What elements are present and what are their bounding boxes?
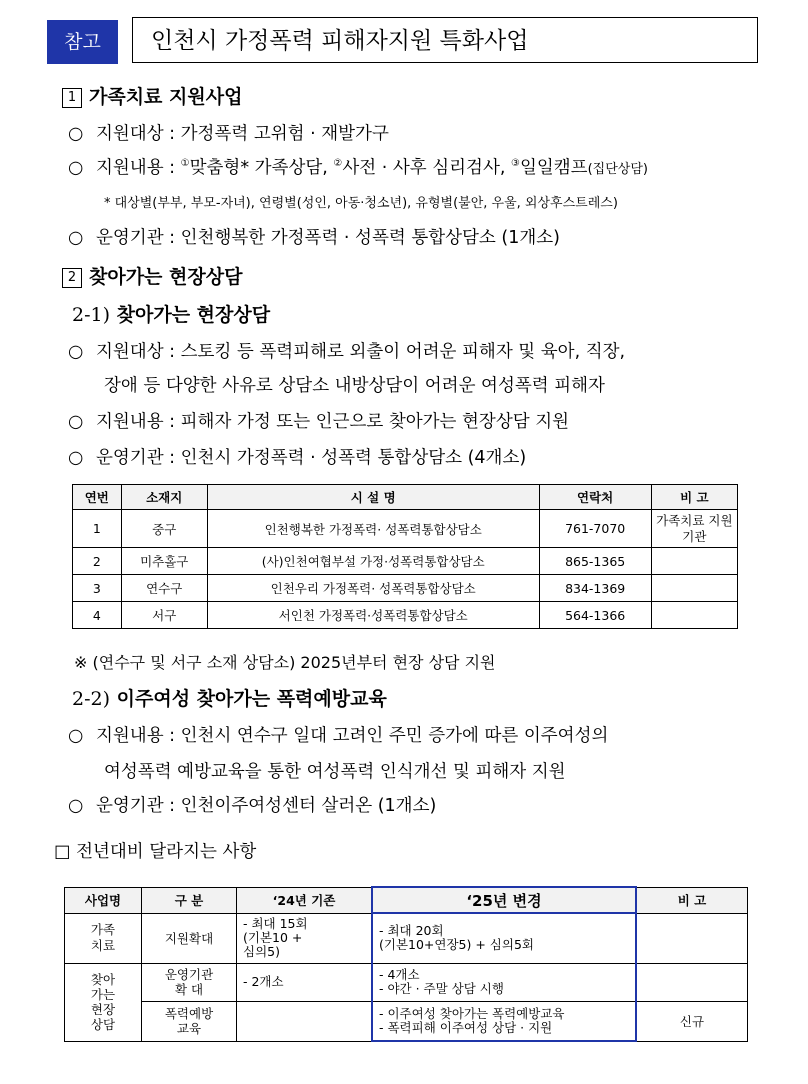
section1-note: * 대상별(부부, 부모-자녀), 연령별(성인, 아동·청소년), 유형별(불안, 우울, 외상후스트레스) <box>104 196 618 211</box>
changes-header: 사업명 <box>65 887 142 913</box>
changes-header: ‘24년 기존 <box>237 887 373 913</box>
sub1-heading: 2-1) 찾아가는 현장상담 <box>72 304 271 326</box>
changes-header: 구 분 <box>142 887 237 913</box>
sub2-content: ○ 지원내용 : 인천시 연수구 일대 고려인 주민 증가에 따른 이주여성의 <box>68 726 609 746</box>
page-title: 인천시 가정폭력 피해자지원 특화사업 <box>132 17 758 63</box>
table-row: 폭력예방 교육 - 이주여성 찾아가는 폭력예방교육 - 폭력피해 이주여성 상담 · 지원 신규 <box>65 1001 748 1041</box>
section1-item-target: ○ 지원대상 : 가정폭력 고위험 · 재발가구 <box>68 124 389 144</box>
table-row: 2 미추홀구 (사)인천여협부설 가정·성폭력통합상담소 865-1365 <box>73 548 738 575</box>
sub1-target-cont: 장애 등 다양한 사유로 상담소 내방상담이 어려운 여성폭력 피해자 <box>104 376 605 396</box>
section1-number: 1 <box>62 88 82 108</box>
table-header: 연락처 <box>539 485 651 510</box>
center-table <box>72 484 738 629</box>
table-header: 소재지 <box>121 485 207 510</box>
sub1-content: ○ 지원내용 : 피해자 가정 또는 인근으로 찾아가는 현장상담 지원 <box>68 412 570 432</box>
sub2-heading: 2-2) 이주여성 찾아가는 폭력예방교육 <box>72 688 387 710</box>
section1-item-operator: ○ 운영기관 : 인천행복한 가정폭력 · 성폭력 통합상담소 (1개소) <box>68 228 560 248</box>
table-row: 3 연수구 인천우리 가정폭력· 성폭력통합상담소 834-1369 <box>73 575 738 602</box>
section2-heading <box>62 262 242 289</box>
changes-table <box>64 886 748 1042</box>
sub1-target: ○ 지원대상 : 스토킹 등 폭력피해로 외출이 어려운 피해자 및 육아, 직장, <box>68 342 626 362</box>
changes-header: 비 고 <box>636 887 748 913</box>
sub1-operator: ○ 운영기관 : 인천시 가정폭력 · 성폭력 통합상담소 (4개소) <box>68 448 527 468</box>
table-header: 연번 <box>73 485 122 510</box>
section2-title: 찾아가는 현장상담 <box>89 266 243 288</box>
table-header: 비 고 <box>651 485 737 510</box>
table-row: 1 중구 인천행복한 가정폭력· 성폭력통합상담소 761-7070 가족치료 지원기관 <box>73 510 738 548</box>
table-header: 시 설 명 <box>207 485 539 510</box>
section1-title: 가족치료 지원사업 <box>89 86 243 108</box>
section1-heading <box>62 82 242 109</box>
changes-title: □ 전년대비 달라지는 사항 <box>54 842 257 862</box>
table-note: ※ (연수구 및 서구 소재 상담소) 2025년부터 현장 상담 지원 <box>74 653 496 672</box>
section2-number: 2 <box>62 268 82 288</box>
changes-header-highlight: ‘25년 변경 <box>372 887 636 913</box>
reference-tag: 참고 <box>47 20 118 64</box>
sub2-operator: ○ 운영기관 : 인천이주여성센터 살러온 (1개소) <box>68 796 437 816</box>
table-row: 가족 치료 지원확대 - 최대 15회 (기본10 + 심의5) - 최대 20회 (기본10+연장5) + 심의5회 <box>65 913 748 963</box>
sub2-content-cont: 여성폭력 예방교육을 통한 여성폭력 인식개선 및 피해자 지원 <box>104 762 566 782</box>
table-row: 찾아 가는 현장 상담 운영기관 확 대 - 2개소 - 4개소 - 야간 · 주말 상담 시행 <box>65 963 748 1001</box>
table-row: 4 서구 서인천 가정폭력·성폭력통합상담소 564-1366 <box>73 602 738 629</box>
section1-item-content: ○ 지원내용 : ①맞춤형* 가족상담, ②사전 · 사후 심리검사, ③일일캠프(집단상담) <box>68 158 648 178</box>
